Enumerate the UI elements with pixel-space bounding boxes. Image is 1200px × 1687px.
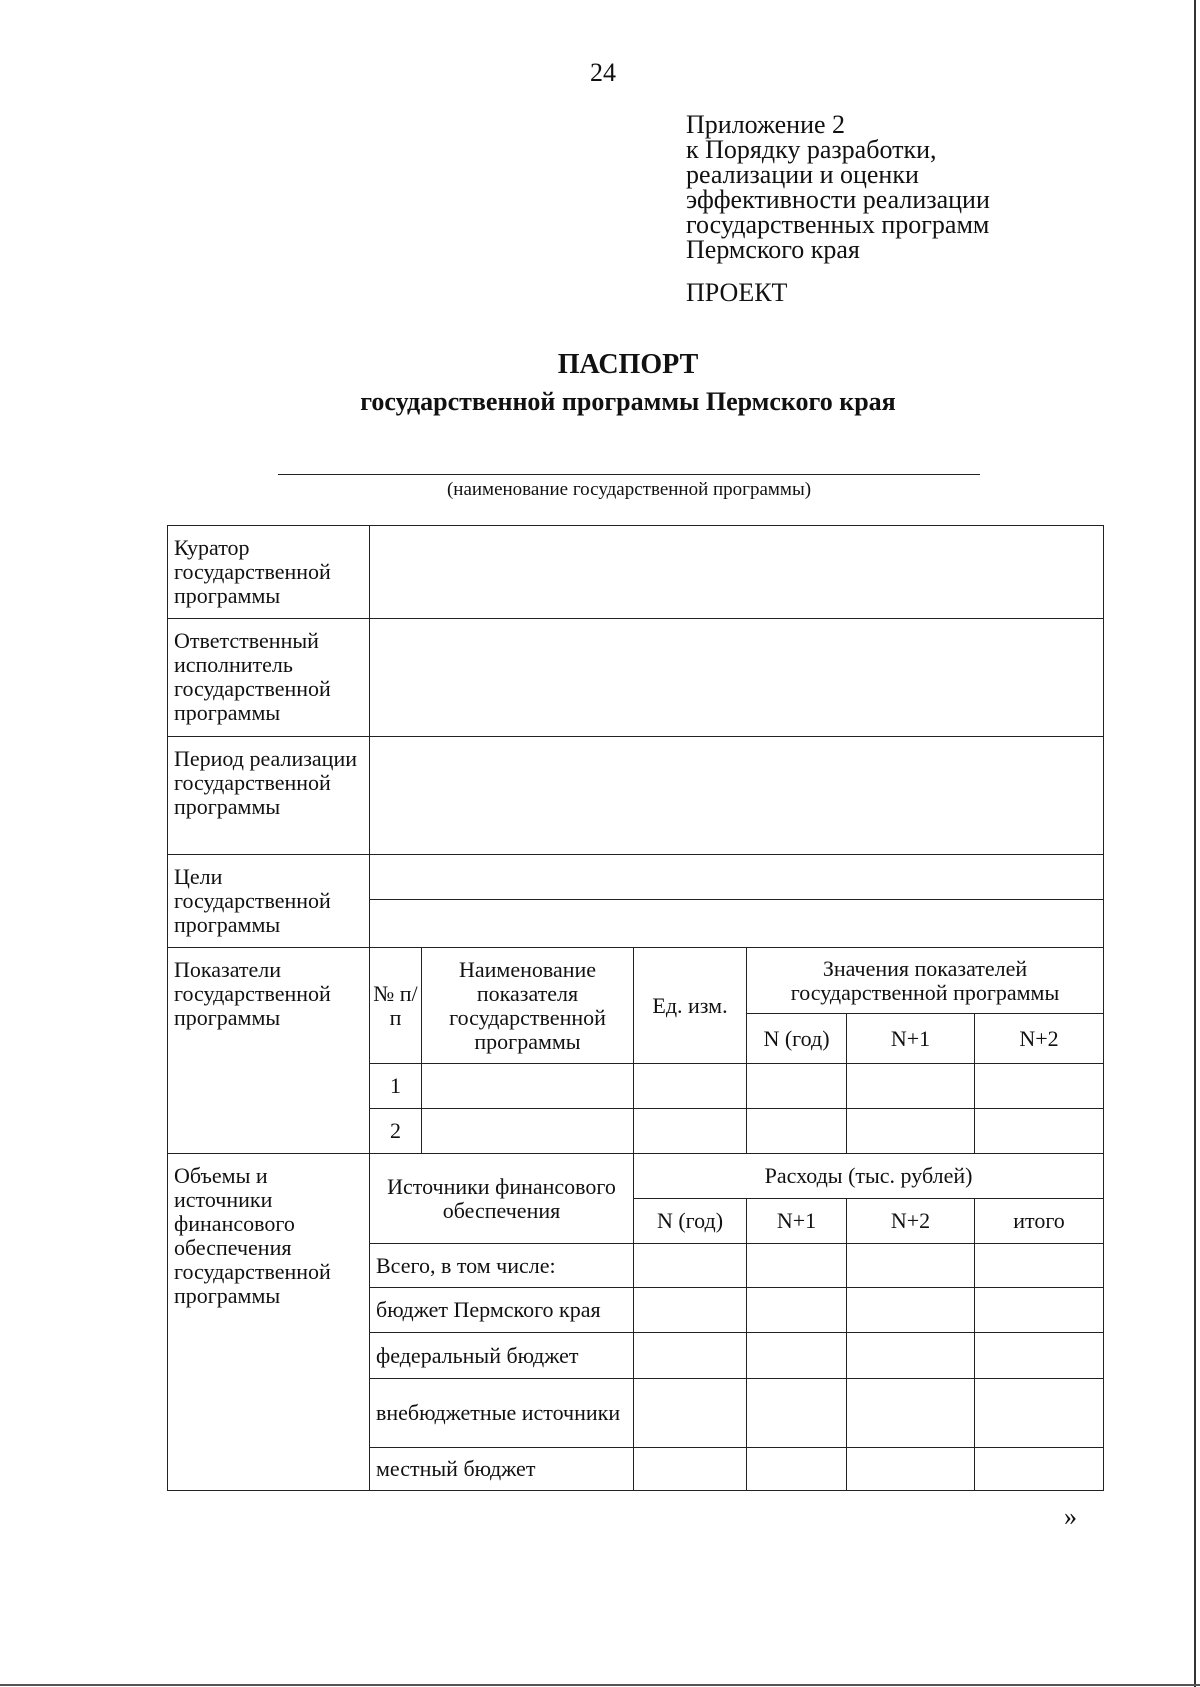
finance-year-header: N (год) xyxy=(634,1199,747,1244)
curator-value-cell[interactable] xyxy=(370,526,1104,619)
finance-cell[interactable] xyxy=(975,1448,1104,1491)
finance-cell[interactable] xyxy=(634,1244,747,1288)
finance-cell[interactable] xyxy=(847,1244,975,1288)
finance-year-header: N+2 xyxy=(847,1199,975,1244)
finance-cell[interactable] xyxy=(634,1448,747,1491)
finance-cell[interactable] xyxy=(747,1333,847,1379)
indicator-number-header: № п/п xyxy=(370,948,422,1064)
closing-quote-mark: » xyxy=(1064,1502,1077,1531)
indicator-values-header: Значения показателей государственной программы xyxy=(747,948,1104,1014)
finance-cell[interactable] xyxy=(847,1333,975,1379)
goal-cell[interactable] xyxy=(370,855,1104,900)
appendix-reference xyxy=(686,112,1146,262)
goals-label: Цели государственной программы xyxy=(168,855,370,948)
finance-source-label: местный бюджет xyxy=(370,1448,634,1491)
period-value-cell[interactable] xyxy=(370,737,1104,855)
indicator-cell[interactable] xyxy=(422,1109,634,1154)
finance-source-label: внебюджетные источники xyxy=(370,1379,634,1448)
indicator-row-number: 1 xyxy=(370,1064,422,1109)
indicator-year-header: N (год) xyxy=(747,1014,847,1064)
finance-cell[interactable] xyxy=(975,1333,1104,1379)
finance-cell[interactable] xyxy=(975,1379,1104,1448)
finance-cell[interactable] xyxy=(634,1333,747,1379)
indicator-cell[interactable] xyxy=(634,1064,747,1109)
appendix-line: государственных программ xyxy=(686,210,990,239)
indicators-label: Показатели государственной программы xyxy=(168,948,370,1154)
executor-label: Ответственный исполнитель государственной программы xyxy=(168,619,370,737)
document-subtitle: государственной программы Пермского края xyxy=(360,387,896,416)
appendix-line: эффективности реализации xyxy=(686,185,990,214)
finance-cell[interactable] xyxy=(747,1448,847,1491)
project-label: ПРОЕКТ xyxy=(686,278,788,307)
indicator-cell[interactable] xyxy=(634,1109,747,1154)
period-label: Период реализации государственной программы xyxy=(168,737,370,855)
indicator-cell[interactable] xyxy=(747,1109,847,1154)
indicator-row-number: 2 xyxy=(370,1109,422,1154)
indicator-cell[interactable] xyxy=(975,1109,1104,1154)
indicator-unit-header: Ед. изм. xyxy=(634,948,747,1064)
curator-label: Куратор государственной программы xyxy=(168,526,370,619)
page-edge-right xyxy=(1194,0,1196,1687)
finance-cell[interactable] xyxy=(847,1379,975,1448)
executor-value-cell[interactable] xyxy=(370,619,1104,737)
page-edge-bottom xyxy=(0,1684,1200,1686)
finance-cell[interactable] xyxy=(747,1244,847,1288)
finance-cell[interactable] xyxy=(847,1448,975,1491)
program-name-line xyxy=(278,474,980,475)
indicator-cell[interactable] xyxy=(847,1064,975,1109)
appendix-line: к Порядку разработки, xyxy=(686,135,937,164)
finance-year-header: итого xyxy=(975,1199,1104,1244)
indicator-cell[interactable] xyxy=(847,1109,975,1154)
program-name-caption: (наименование государственной программы) xyxy=(446,479,812,500)
indicator-cell[interactable] xyxy=(422,1064,634,1109)
finance-sources-header: Источники финансового обеспечения xyxy=(370,1154,634,1244)
document-title: ПАСПОРТ xyxy=(557,349,699,380)
finance-expenses-header: Расходы (тыс. рублей) xyxy=(634,1154,1104,1199)
indicator-cell[interactable] xyxy=(975,1064,1104,1109)
appendix-line: Пермского края xyxy=(686,235,860,264)
finance-cell[interactable] xyxy=(634,1379,747,1448)
indicator-name-header: Наименование показателя государственной программы xyxy=(422,948,634,1064)
finance-source-label: федеральный бюджет xyxy=(370,1333,634,1379)
indicator-year-header: N+1 xyxy=(847,1014,975,1064)
finance-cell[interactable] xyxy=(847,1288,975,1333)
finance-cell[interactable] xyxy=(975,1288,1104,1333)
finance-cell[interactable] xyxy=(747,1288,847,1333)
indicator-cell[interactable] xyxy=(747,1064,847,1109)
finance-cell[interactable] xyxy=(975,1244,1104,1288)
passport-table xyxy=(167,525,1104,1491)
finance-cell[interactable] xyxy=(747,1379,847,1448)
goal-cell[interactable] xyxy=(370,900,1104,948)
appendix-line: реализации и оценки xyxy=(686,160,919,189)
page-number: 24 xyxy=(590,58,616,87)
appendix-line: Приложение 2 xyxy=(686,110,846,139)
indicator-year-header: N+2 xyxy=(975,1014,1104,1064)
finance-cell[interactable] xyxy=(634,1288,747,1333)
finance-year-header: N+1 xyxy=(747,1199,847,1244)
finance-label: Объемы и источники финансового обеспечения государственной программы xyxy=(168,1154,370,1491)
finance-source-label: Всего, в том числе: xyxy=(370,1244,634,1288)
finance-source-label: бюджет Пермского края xyxy=(370,1288,634,1333)
